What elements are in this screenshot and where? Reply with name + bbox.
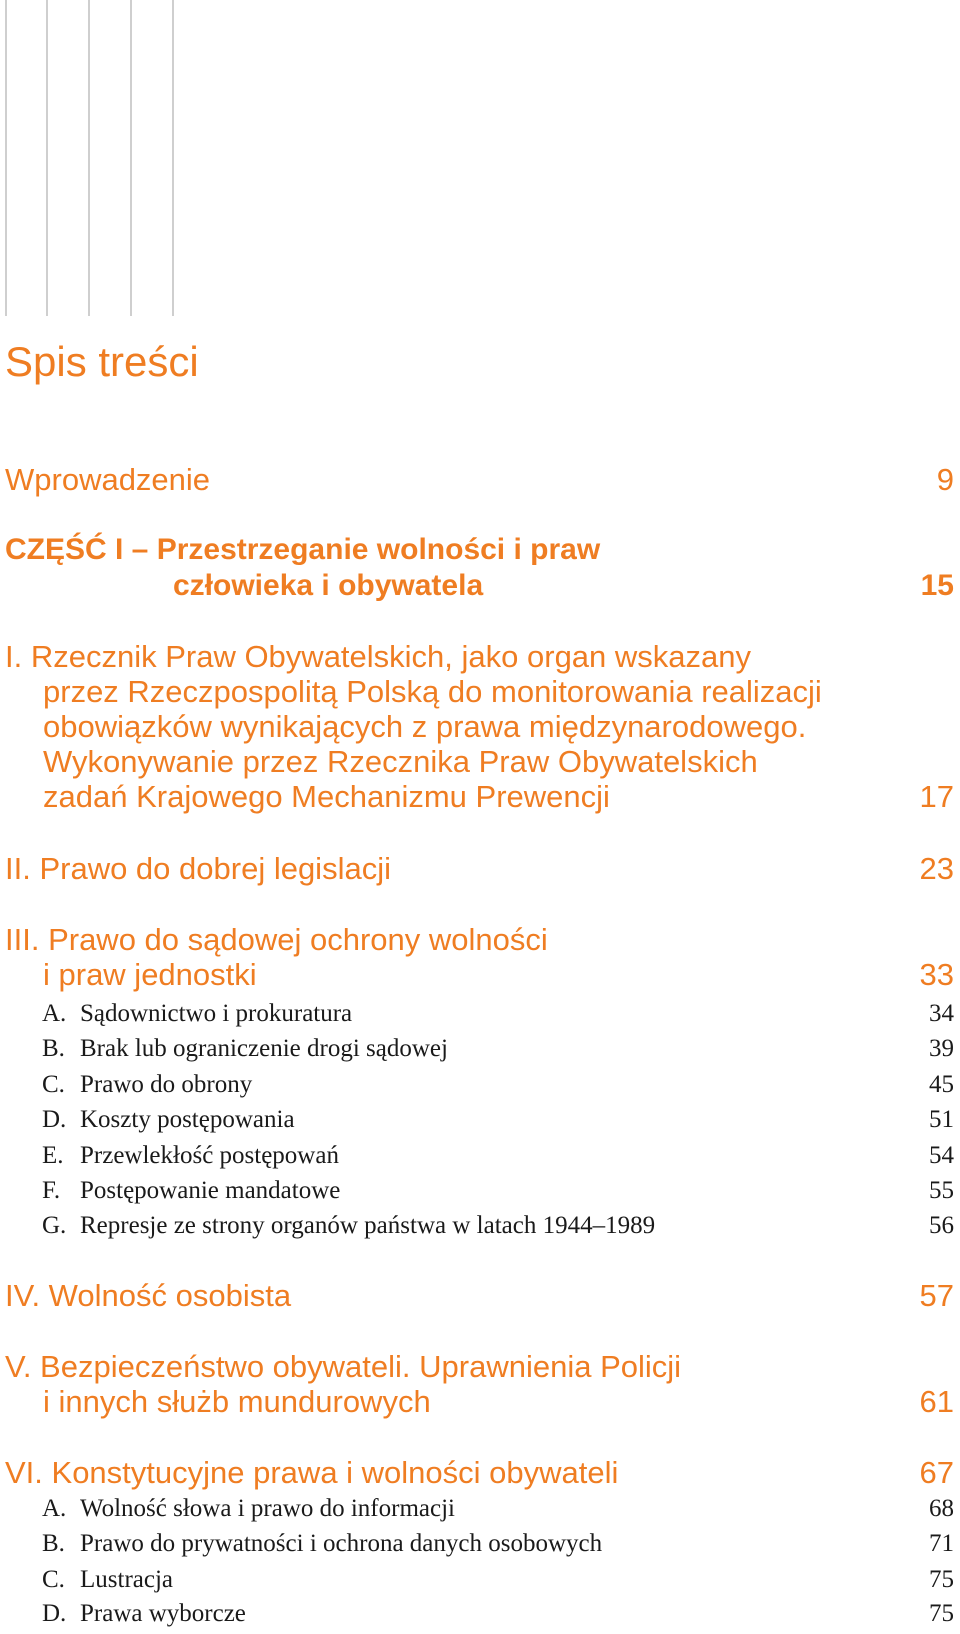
decorative-line-3 xyxy=(88,0,90,316)
toc-subentry-6a[interactable] xyxy=(42,1495,954,1529)
toc-subentry-title: Sądownictwo i prokuratura xyxy=(80,1000,353,1027)
toc-subentry-3d[interactable] xyxy=(42,1106,954,1140)
toc-page-number: 56 xyxy=(929,1212,954,1239)
toc-subentry-title: Lustracja xyxy=(80,1566,174,1593)
decorative-line-2 xyxy=(46,0,48,316)
toc-subentry-letter: C. xyxy=(42,1566,65,1593)
toc-subentry-3f[interactable] xyxy=(42,1177,954,1211)
decorative-line-1 xyxy=(5,0,7,316)
toc-subentry-letter: E. xyxy=(42,1142,64,1169)
toc-entry-label: człowieka i obywatela xyxy=(173,569,484,602)
toc-subentry-title: Represje ze strony organów państwa w latach 1944–1989 xyxy=(80,1212,656,1239)
toc-entry-chapter-4[interactable] xyxy=(5,1278,954,1313)
toc-subentry-title: Wolność słowa i prawo do informacji xyxy=(80,1495,455,1522)
toc-subentry-title: Prawo do obrony xyxy=(80,1071,253,1098)
toc-page-number: 17 xyxy=(919,779,954,814)
toc-page-number: 71 xyxy=(929,1530,954,1557)
toc-entry-chapter-1[interactable] xyxy=(5,639,954,814)
toc-page-number: 15 xyxy=(920,569,954,602)
toc-subentry-3e[interactable] xyxy=(42,1142,954,1176)
toc-page-number: 75 xyxy=(929,1600,954,1627)
decorative-line-4 xyxy=(130,0,132,316)
toc-subentry-letter: A. xyxy=(42,1495,67,1522)
toc-page-number: 51 xyxy=(929,1106,954,1133)
toc-page-number: 33 xyxy=(919,957,954,992)
toc-subentry-6d[interactable] xyxy=(42,1600,954,1634)
toc-subentry-title: Prawa wyborcze xyxy=(80,1600,246,1627)
page-title: Spis treści xyxy=(5,338,199,385)
toc-entry-label: przez Rzeczpospolitą Polską do monitorowania realizacji xyxy=(43,674,822,709)
toc-subentry-letter: B. xyxy=(42,1035,65,1062)
toc-subentry-letter: D. xyxy=(42,1600,67,1627)
toc-entry-chapter-2[interactable] xyxy=(5,851,954,886)
toc-subentry-letter: G. xyxy=(42,1212,67,1239)
toc-page-number: 67 xyxy=(919,1455,954,1490)
toc-subentry-3c[interactable] xyxy=(42,1071,954,1105)
toc-entry-chapter-3[interactable] xyxy=(5,922,954,992)
toc-subentry-letter: A. xyxy=(42,1000,67,1027)
toc-page-number: 39 xyxy=(929,1035,954,1062)
toc-page-number: 45 xyxy=(929,1071,954,1098)
toc-page-number: 54 xyxy=(929,1142,954,1169)
toc-entry-label: II. Prawo do dobrej legislacji xyxy=(5,851,391,886)
toc-page-number: 61 xyxy=(919,1384,954,1419)
toc-entry-label: CZĘŚĆ I – Przestrzeganie wolności i praw xyxy=(5,533,601,566)
toc-entry-chapter-6[interactable] xyxy=(5,1455,954,1490)
toc-subentry-3a[interactable] xyxy=(42,1000,954,1034)
toc-subentry-title: Prawo do prywatności i ochrona danych osobowych xyxy=(80,1530,603,1557)
toc-entry-label: zadań Krajowego Mechanizmu Prewencji xyxy=(43,779,610,814)
toc-entry-chapter-5[interactable] xyxy=(5,1349,954,1419)
toc-subentry-6c[interactable] xyxy=(42,1566,954,1600)
toc-entry-label: i praw jednostki xyxy=(43,957,257,992)
toc-subentry-letter: D. xyxy=(42,1106,67,1133)
toc-entry-label: I. Rzecznik Praw Obywatelskich, jako organ wskazany xyxy=(5,639,752,674)
toc-subentry-title: Brak lub ograniczenie drogi sądowej xyxy=(80,1035,448,1062)
toc-page-number: 55 xyxy=(929,1177,954,1204)
toc-entry-label: obowiązków wynikających z prawa międzynarodowego. xyxy=(43,709,807,744)
toc-page-number: 23 xyxy=(919,851,954,886)
toc-subentry-letter: B. xyxy=(42,1530,65,1557)
toc-subentry-title: Postępowanie mandatowe xyxy=(80,1177,341,1204)
toc-page-number: 75 xyxy=(929,1566,954,1593)
toc-entry-label: VI. Konstytucyjne prawa i wolności obywateli xyxy=(5,1455,619,1490)
toc-entry-label: V. Bezpieczeństwo obywateli. Uprawnienia Policji xyxy=(5,1349,682,1384)
toc-subentry-title: Koszty postępowania xyxy=(80,1106,295,1133)
toc-subentry-3b[interactable] xyxy=(42,1035,954,1069)
toc-subentry-title: Przewlekłość postępowań xyxy=(80,1142,339,1169)
toc-entry-label: III. Prawo do sądowej ochrony wolności xyxy=(5,922,548,957)
toc-entry-label: IV. Wolność osobista xyxy=(5,1278,292,1313)
toc-entry-label: Wprowadzenie xyxy=(5,462,211,497)
toc-entry-label: i innych służb mundurowych xyxy=(43,1384,431,1419)
toc-subentry-6b[interactable] xyxy=(42,1530,954,1564)
toc-entry-part-1[interactable] xyxy=(5,532,954,604)
toc-subentry-letter: C. xyxy=(42,1071,65,1098)
decorative-line-5 xyxy=(172,0,174,316)
toc-entry-label: Wykonywanie przez Rzecznika Praw Obywatelskich xyxy=(43,744,758,779)
toc-page-number: 57 xyxy=(919,1278,954,1313)
toc-entry-intro[interactable] xyxy=(5,462,954,497)
toc-page-number: 9 xyxy=(936,462,954,497)
toc-subentry-letter: F. xyxy=(42,1177,61,1204)
toc-subentry-3g[interactable] xyxy=(42,1212,954,1246)
toc-page-number: 68 xyxy=(929,1495,954,1522)
toc-page-number: 34 xyxy=(929,1000,954,1027)
